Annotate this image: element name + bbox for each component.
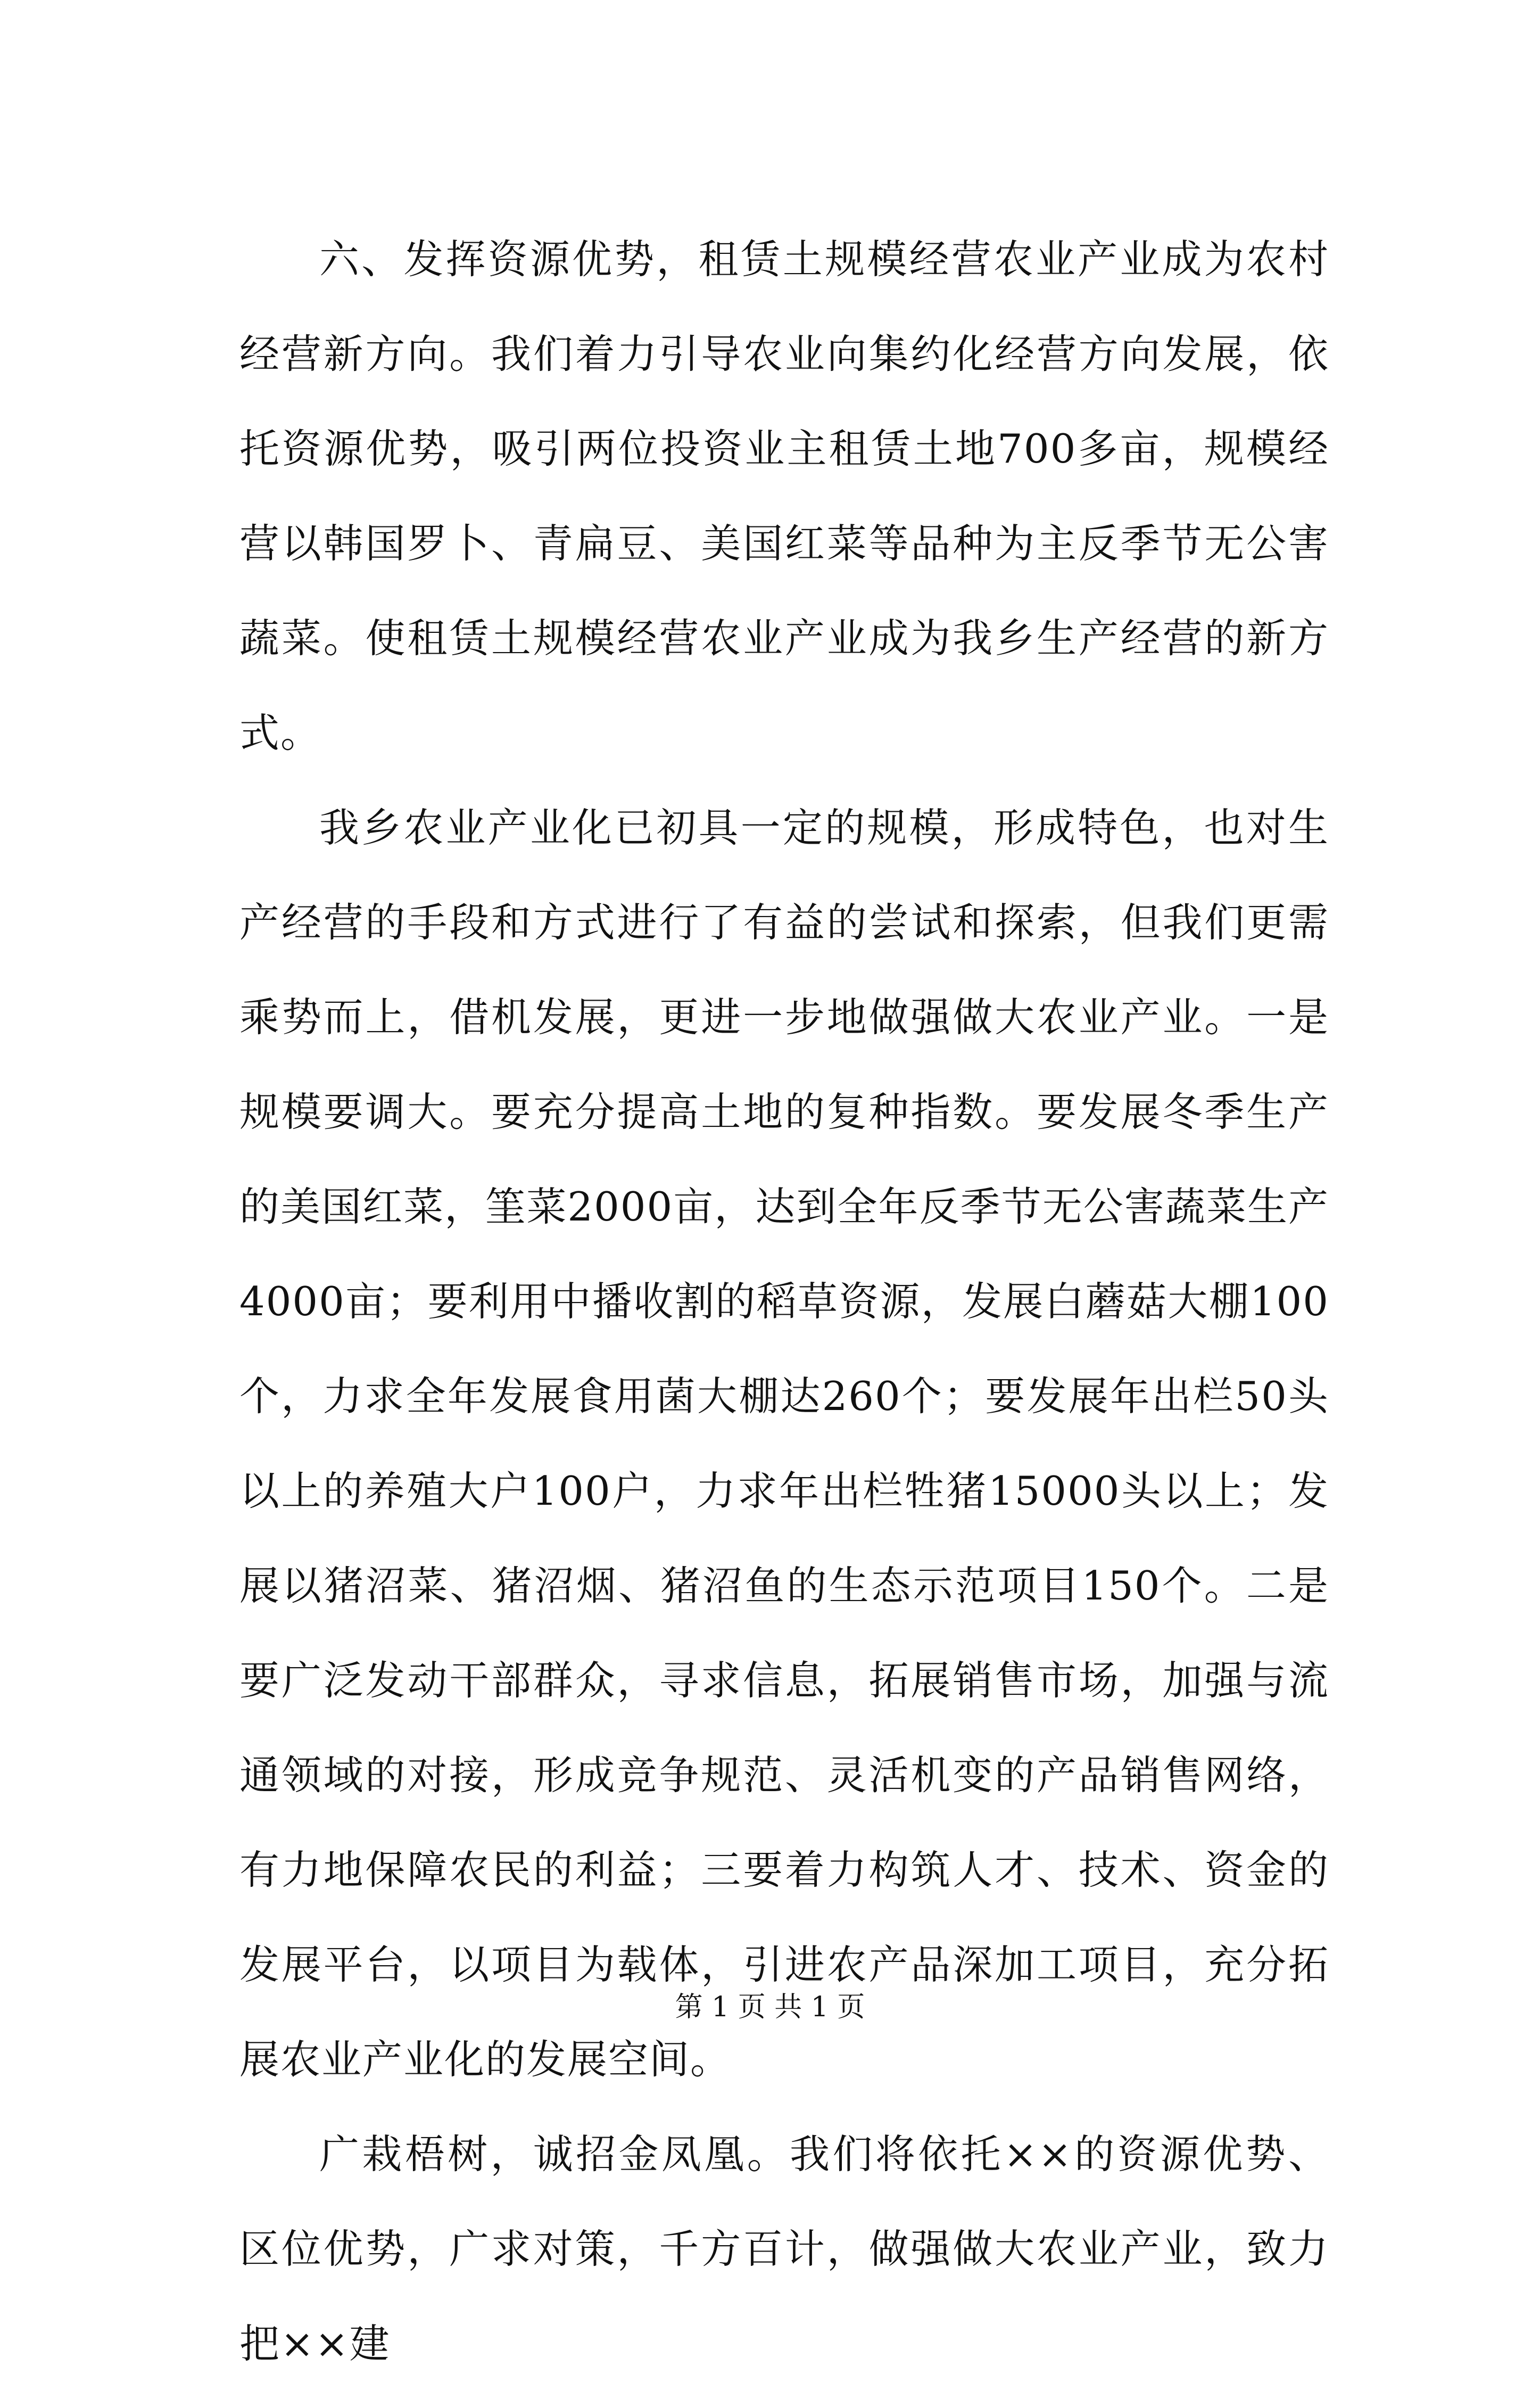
paragraph-closing: 广栽梧树，诚招金凤凰。我们将依托××的资源优势、区位优势，广求对策，千方百计，做强做大农业产业，致力把××建 (239, 2131, 1329, 2367)
page-number-footer: 第 1 页 共 1 页 (675, 1991, 865, 2023)
document-body (239, 212, 1329, 2391)
paragraph-industrialization-plan: 我乡农业产业化已初具一定的规模，形成特色，也对生产经营的手段和方式进行了有益的尝试和探索，但我们更需乘势而上，借机发展，更进一步地做强做大农业产业。一是规模要调大。要充分提高土地的复种指数。要发展冬季生产的美国红菜，筀菜2000亩，达到全年反季节无公害蔬菜生产4000亩；要利用中播收割的稻草资源，发展白蘑菇大棚100个，力求全年发展食用菌大棚达260个；要发展年出栏50头以上的养殖大户100户，力求年出栏牲猪15000头以上；发展以猪沼菜、猪沼烟、猪沼鱼的生态示范项目150个。二是要广泛发动干部群众，寻求信息，拓展销售市场，加强与流通领域的对接，形成竞争规范、灵活机变的产品销售网络，有力地保障农民的利益；三要着力构筑人才、技术、资金的发展平台，以项目为载体，引进农产品深加工项目，充分拓展农业产业化的发展空间。 (239, 804, 1329, 2083)
paragraph-resource-advantage: 六、发挥资源优势，租赁土规模经营农业产业成为农村经营新方向。我们着力引导农业向集约化经营方向发展，依托资源优势，吸引两位投资业主租赁土地700多亩，规模经营以韩国罗卜、青扁豆、美国红菜等品种为主反季节无公害蔬菜。使租赁土规模经营农业产业成为我乡生产经营的新方式。 (239, 236, 1329, 756)
